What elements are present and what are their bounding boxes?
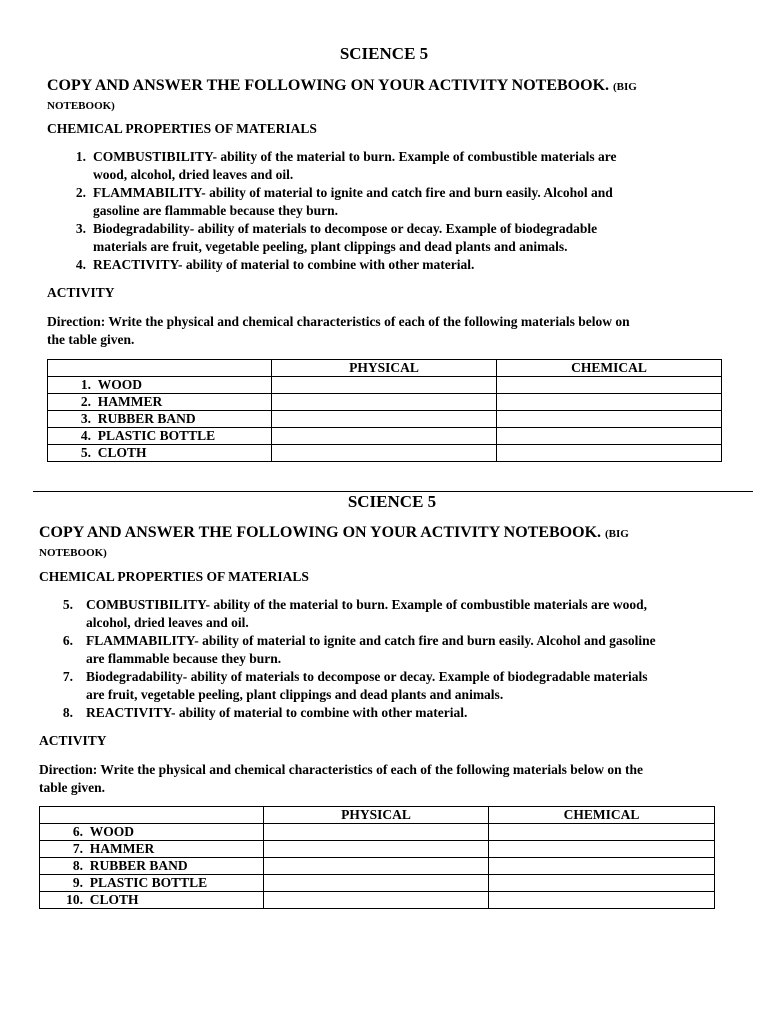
list-text-line2: alcohol, dried leaves and oil. <box>86 615 249 630</box>
direction-line2: the table given. <box>47 332 135 347</box>
physical-cell[interactable] <box>272 377 497 394</box>
materials-table <box>39 806 715 909</box>
page-title: SCIENCE 5 <box>347 492 437 511</box>
chemical-cell[interactable] <box>489 858 715 875</box>
list-number: 2. <box>75 185 86 200</box>
chemical-cell[interactable] <box>489 841 715 858</box>
row-number: 5. <box>80 445 91 460</box>
physical-cell[interactable] <box>264 892 489 909</box>
direction-line1: Direction: Write the physical and chemical characteristics of each of the following materials below on <box>47 314 630 329</box>
direction-line1: Direction: Write the physical and chemical characteristics of each of the following materials below on the <box>39 762 644 777</box>
header-material <box>40 807 264 824</box>
chemical-cell[interactable] <box>497 411 722 428</box>
header-physical: PHYSICAL <box>264 807 489 824</box>
list-text-line1: REACTIVITY- ability of material to combine with other material. <box>86 705 468 720</box>
table-header-row <box>48 360 722 377</box>
instruction-note-1: (BIG <box>605 528 629 540</box>
row-material: HAMMER <box>89 841 155 856</box>
instruction-main: COPY AND ANSWER THE FOLLOWING ON YOUR ACTIVITY NOTEBOOK. <box>47 77 610 94</box>
row-number: 4. <box>80 428 91 443</box>
row-material: PLASTIC BOTTLE <box>89 875 208 890</box>
table-header-row <box>40 807 715 824</box>
row-material: CLOTH <box>97 445 147 460</box>
list-number: 3. <box>75 221 86 236</box>
instruction-note-2: NOTEBOOK) <box>47 100 115 112</box>
list-number: 6. <box>62 633 73 648</box>
instruction-heading <box>47 77 747 115</box>
list-text-line2: are fruit, vegetable peeling, plant clippings and dead plants and animals. <box>86 687 504 702</box>
list-text-line1: Biodegradability- ability of materials to decompose or decay. Example of biodegradable <box>93 221 598 236</box>
list-number: 5. <box>62 597 73 612</box>
list-text-line1: REACTIVITY- ability of material to combine with other material. <box>93 257 475 272</box>
subheading: CHEMICAL PROPERTIES OF MATERIALS <box>47 121 317 136</box>
header-chemical: CHEMICAL <box>489 807 715 824</box>
header-chemical: CHEMICAL <box>497 360 722 377</box>
physical-cell[interactable] <box>272 394 497 411</box>
row-number: 6. <box>72 824 83 839</box>
instruction-note-2: NOTEBOOK) <box>39 547 107 559</box>
list-text-line2: gasoline are flammable because they burn. <box>93 203 338 218</box>
physical-cell[interactable] <box>272 411 497 428</box>
chemical-cell[interactable] <box>489 824 715 841</box>
row-material: HAMMER <box>97 394 163 409</box>
direction-line2: table given. <box>39 780 105 795</box>
list-text-line2: wood, alcohol, dried leaves and oil. <box>93 167 294 182</box>
physical-cell[interactable] <box>264 875 489 892</box>
physical-cell[interactable] <box>264 824 489 841</box>
physical-cell[interactable] <box>272 428 497 445</box>
chemical-cell[interactable] <box>489 892 715 909</box>
row-material: CLOTH <box>89 892 139 907</box>
table-row <box>48 411 722 428</box>
list-text-line1: COMBUSTIBILITY- ability of the material to burn. Example of combustible materials are <box>93 149 617 164</box>
physical-cell[interactable] <box>264 841 489 858</box>
row-number: 9. <box>72 875 83 890</box>
table-row <box>48 377 722 394</box>
list-text-line1: Biodegradability- ability of materials to decompose or decay. Example of biodegradable materials <box>86 669 648 684</box>
list-number: 8. <box>62 705 73 720</box>
list-number: 4. <box>75 257 86 272</box>
direction-text <box>39 761 759 797</box>
table-row <box>40 875 715 892</box>
row-material: WOOD <box>89 824 135 839</box>
chemical-cell[interactable] <box>497 377 722 394</box>
chemical-cell[interactable] <box>497 445 722 462</box>
header-physical: PHYSICAL <box>272 360 497 377</box>
row-number: 2. <box>80 394 91 409</box>
chemical-cell[interactable] <box>489 875 715 892</box>
header-material <box>48 360 272 377</box>
instruction-heading <box>39 524 739 562</box>
row-material: RUBBER BAND <box>89 858 188 873</box>
physical-cell[interactable] <box>264 858 489 875</box>
table-row <box>48 394 722 411</box>
row-number: 8. <box>72 858 83 873</box>
list-text-line2: materials are fruit, vegetable peeling, plant clippings and dead plants and animals. <box>93 239 568 254</box>
page-title: SCIENCE 5 <box>339 44 429 63</box>
activity-label: ACTIVITY <box>39 733 107 748</box>
table-row <box>40 892 715 909</box>
physical-cell[interactable] <box>272 445 497 462</box>
table-row <box>40 858 715 875</box>
row-material: WOOD <box>97 377 143 392</box>
table-row <box>48 445 722 462</box>
row-number: 3. <box>80 411 91 426</box>
list-number: 7. <box>62 669 73 684</box>
table-row <box>40 824 715 841</box>
materials-table <box>47 359 722 462</box>
row-material: PLASTIC BOTTLE <box>97 428 216 443</box>
table-row <box>40 841 715 858</box>
instruction-main: COPY AND ANSWER THE FOLLOWING ON YOUR ACTIVITY NOTEBOOK. <box>39 524 602 541</box>
direction-text <box>47 313 747 349</box>
list-text-line1: COMBUSTIBILITY- ability of the material to burn. Example of combustible materials are wood, <box>86 597 648 612</box>
list-number: 1. <box>75 149 86 164</box>
chemical-cell[interactable] <box>497 428 722 445</box>
row-number: 10. <box>66 892 83 907</box>
table-row <box>48 428 722 445</box>
row-material: RUBBER BAND <box>97 411 196 426</box>
instruction-note-1: (BIG <box>613 81 637 93</box>
chemical-cell[interactable] <box>497 394 722 411</box>
list-text-line1: FLAMMABILITY- ability of material to ignite and catch fire and burn easily. Alcohol and <box>93 185 613 200</box>
list-text-line1: FLAMMABILITY- ability of material to ignite and catch fire and burn easily. Alcohol and gasoline <box>86 633 656 648</box>
row-number: 7. <box>72 841 83 856</box>
list-text-line2: are flammable because they burn. <box>86 651 282 666</box>
subheading: CHEMICAL PROPERTIES OF MATERIALS <box>39 569 309 584</box>
activity-label: ACTIVITY <box>47 285 115 300</box>
row-number: 1. <box>80 377 91 392</box>
